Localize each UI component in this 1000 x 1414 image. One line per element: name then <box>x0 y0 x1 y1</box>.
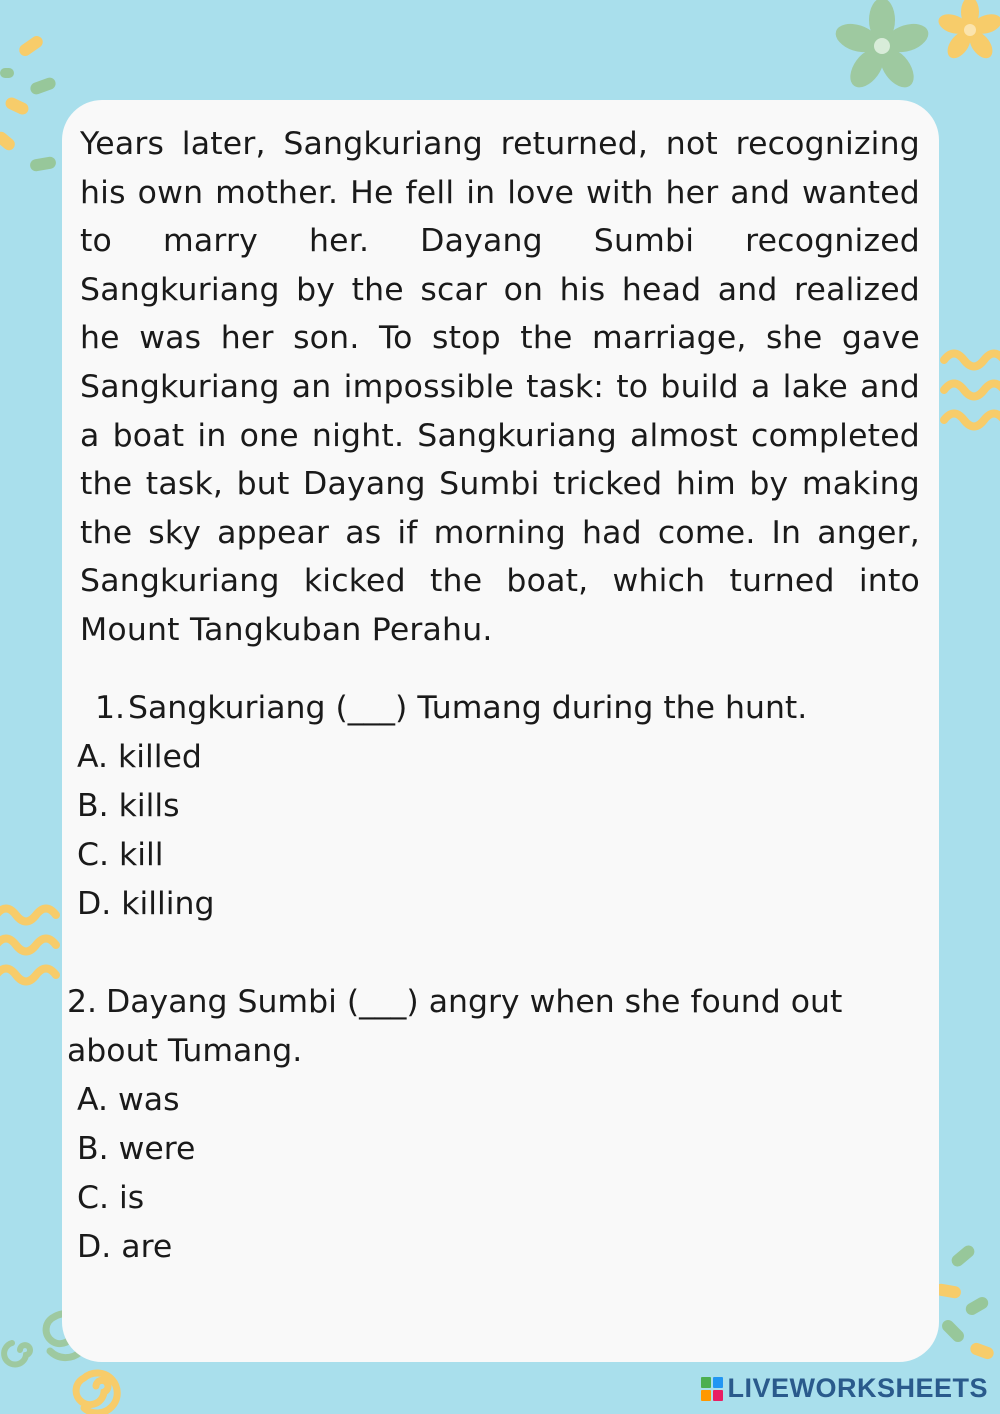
question-1-option-a[interactable]: A. killed <box>77 739 202 775</box>
question-1-option-d[interactable]: D. killing <box>77 886 215 922</box>
top-left-confetti <box>0 30 70 180</box>
liveworksheets-logo-icon <box>701 1377 723 1401</box>
question-2-option-b[interactable]: B. were <box>77 1131 196 1167</box>
right-squiggles <box>938 345 1000 440</box>
liveworksheets-logo-text: LIVEWORKSHEETS <box>727 1373 988 1403</box>
liveworksheets-logo[interactable] <box>701 1373 988 1404</box>
bottom-right-confetti <box>930 1245 1000 1385</box>
question-1-option-c[interactable]: C. kill <box>77 837 164 873</box>
question-1-text: Sangkuriang (___) Tumang during the hunt. <box>128 690 808 726</box>
question-2-option-d[interactable]: D. are <box>77 1229 173 1265</box>
question-2-text-line-2: about Tumang. <box>67 1033 303 1069</box>
question-2-number: 2. <box>67 984 98 1020</box>
top-right-flowers <box>830 0 1000 110</box>
question-1-number: 1. <box>95 690 126 726</box>
question-2-option-a[interactable]: A. was <box>77 1082 180 1118</box>
question-1-option-b[interactable]: B. kills <box>77 788 180 824</box>
question-2-option-c[interactable]: C. is <box>77 1180 145 1216</box>
reading-passage: Years later, Sangkuriang returned, not recognizing his own mother. He fell in love with her and wanted to marry her. Dayang Sumbi recognized Sangkuriang by the scar on his head and realized he was her son. To stop the marriage, she gave Sangkuriang an impossible task: to build a lake and a boat in one night. Sangkuriang almost completed the task, but Dayang Sumbi tricked him by making the sky appear as if morning had come. In anger, Sangkuriang kicked the boat, which turned into Mount Tangkuban Perahu. <box>80 126 920 648</box>
question-2-text-line-1: Dayang Sumbi (___) angry when she found out <box>106 984 843 1020</box>
left-squiggles <box>0 900 62 995</box>
